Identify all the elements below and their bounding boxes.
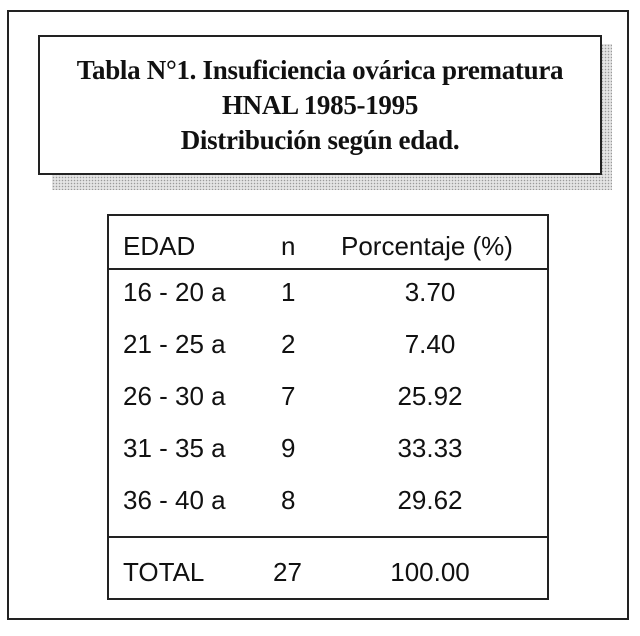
table-title-box xyxy=(38,35,602,175)
table-total-row xyxy=(109,552,547,592)
row-percent: 25.92 xyxy=(397,381,463,411)
total-divider xyxy=(109,536,547,538)
table-row xyxy=(109,324,547,364)
row-percent: 29.62 xyxy=(397,485,463,515)
table-row xyxy=(109,376,547,416)
header-divider xyxy=(109,268,547,270)
total-percent: 100.00 xyxy=(390,557,470,587)
row-n: 1 xyxy=(281,277,296,307)
row-age: 36 - 40 a xyxy=(123,485,226,515)
row-age: 21 - 25 a xyxy=(123,329,226,359)
header-n: n xyxy=(281,231,296,261)
row-percent: 7.40 xyxy=(404,329,456,359)
age-distribution-table xyxy=(107,214,549,600)
title-line-3: Distribución según edad. xyxy=(180,124,460,155)
row-n: 7 xyxy=(281,381,296,411)
header-age: EDAD xyxy=(123,231,196,261)
table-row xyxy=(109,272,547,312)
row-percent: 3.70 xyxy=(404,277,456,307)
total-label: TOTAL xyxy=(123,557,205,587)
header-percent: Porcentaje (%) xyxy=(341,231,513,261)
table-header-row xyxy=(109,226,547,266)
table-row xyxy=(109,480,547,520)
row-age: 31 - 35 a xyxy=(123,433,226,463)
row-n: 2 xyxy=(281,329,296,359)
row-age: 26 - 30 a xyxy=(123,381,226,411)
row-n: 8 xyxy=(281,485,296,515)
total-n: 27 xyxy=(273,557,302,587)
table-row xyxy=(109,428,547,468)
title-line-2: HNAL 1985-1995 xyxy=(221,89,419,120)
row-age: 16 - 20 a xyxy=(123,277,226,307)
title-line-1: Tabla N°1. Insuficiencia ovárica prematura xyxy=(76,54,564,85)
row-n: 9 xyxy=(281,433,296,463)
row-percent: 33.33 xyxy=(397,433,463,463)
